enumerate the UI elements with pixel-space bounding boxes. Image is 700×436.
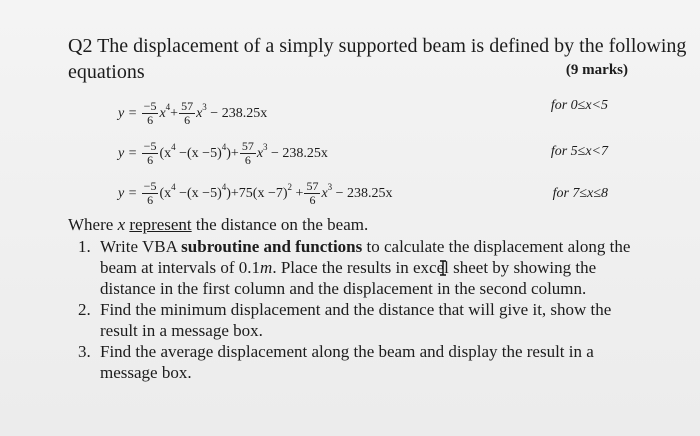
fraction: $\frac{57}{6}$ <box>241 139 254 168</box>
equation-3-range: for 7≤x≤8 <box>552 186 608 201</box>
list-item: 1. Write VBA subroutine and functions to calculate the displacement along the beam at intervals of 0.1m. Place the results in excel sheet by showing the distance in the first column and the displacement in the second column. <box>78 237 631 298</box>
equation-1-range: for 0≤x<5 <box>550 98 608 113</box>
question-title: Q2 The displacement of a simply supported beam is defined by the following <box>68 35 687 57</box>
fraction: $\frac{-5}{6}$ <box>143 139 157 168</box>
list-item: 3. Find the average displacement along the beam and display the result in a message box. <box>78 342 594 382</box>
equation-3: y = $\frac{-5}{6}$ $(x^4 -(x -5)^4)+75(x -7)^2$ + $\frac{57}{6}$ $x^3 - 238.25x$ <box>118 179 393 208</box>
marks-label: (9 marks) <box>565 62 628 78</box>
question-title-continued: equations <box>68 61 145 83</box>
equation-2-range: for 5≤x<7 <box>550 144 608 159</box>
list-item: 2. Find the minimum displacement and the distance that will give it, show the result in a message box. <box>78 300 612 340</box>
task-list <box>78 236 638 383</box>
text-cursor-icon <box>438 260 448 276</box>
fraction: $\frac{57}{6}$ <box>306 179 319 208</box>
equation-lhs: y = <box>118 106 138 121</box>
fraction: $\frac{-5}{6}$ <box>143 99 157 128</box>
fraction: $\frac{-5}{6}$ <box>143 179 157 208</box>
fraction: $\frac{57}{6}$ <box>181 99 194 128</box>
where-line: Where x represent the distance on the beam. <box>68 215 369 234</box>
equation-1: y = $\frac{-5}{6}$ $x^4+$ $\frac{57}{6}$ $x^3 - 238.25x$ <box>118 99 268 128</box>
equation-2: y = $\frac{-5}{6}$ $(x^4 -(x -5)^4)+$ $\frac{57}{6}$ $x^3 - 238.25x$ <box>118 139 328 168</box>
